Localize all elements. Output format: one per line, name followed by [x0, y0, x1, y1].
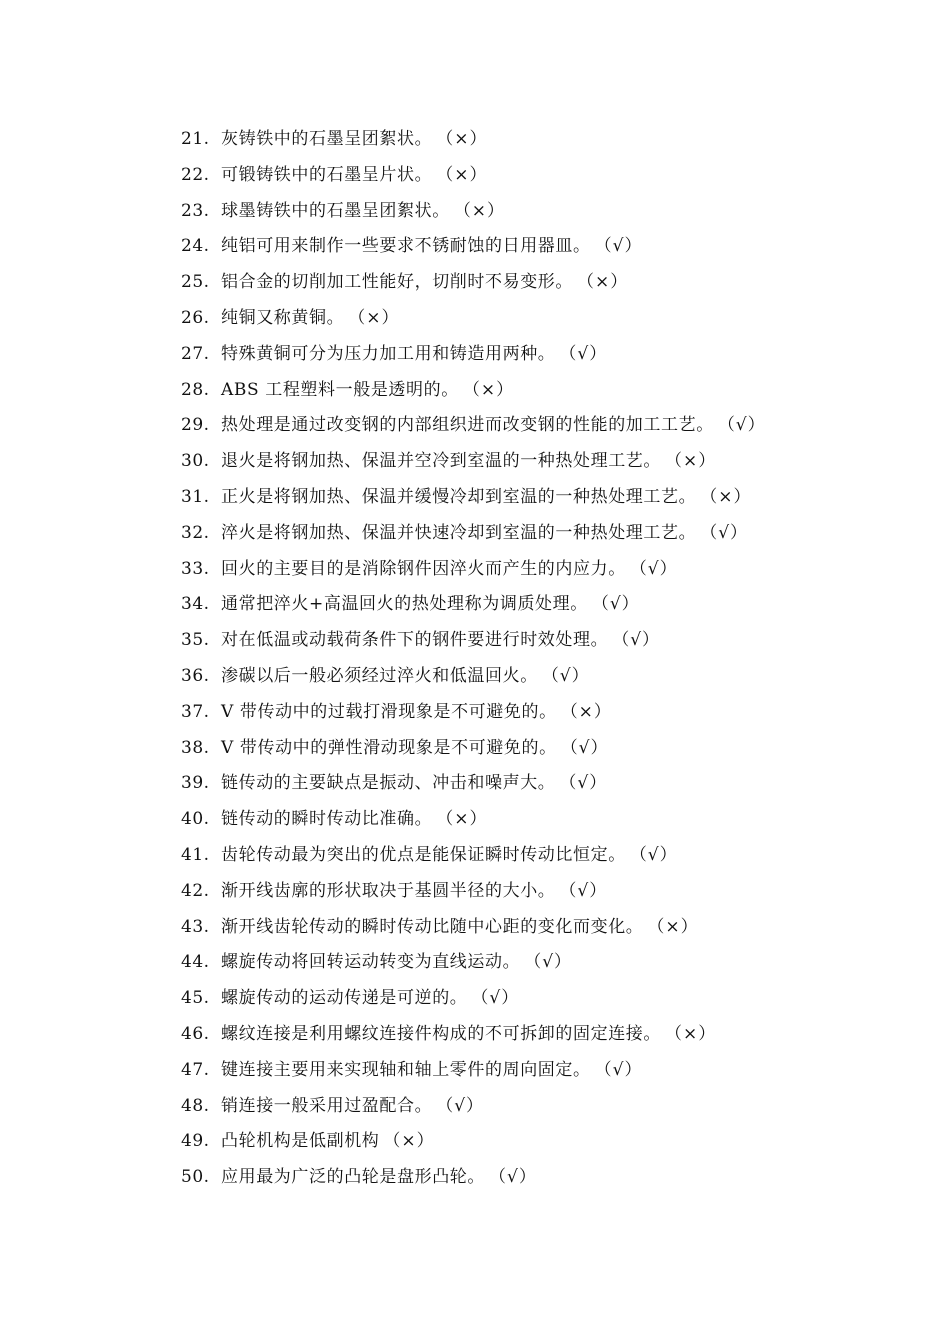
item-answer: （×） — [453, 200, 506, 221]
item-statement: 铝合金的切削加工性能好，切削时不易变形。 — [221, 272, 573, 293]
item-answer: （√） — [594, 236, 643, 257]
item-number: 42. — [181, 880, 210, 901]
list-item — [181, 623, 921, 659]
item-answer: （√） — [717, 415, 766, 436]
list-item — [181, 695, 921, 731]
item-answer: （√） — [541, 665, 590, 686]
item-statement: 螺旋传动的运动传递是可逆的。 — [221, 988, 468, 1009]
item-number: 32. — [181, 522, 210, 543]
item-answer: （√） — [559, 880, 608, 901]
item-statement: 渐开线齿廓的形状取决于基圆半径的大小。 — [221, 880, 556, 901]
item-answer: （×） — [436, 809, 488, 830]
item-answer: （√） — [524, 952, 573, 973]
item-statement: 特殊黄铜可分为压力加工用和铸造用两种。 — [221, 343, 556, 364]
list-item — [181, 802, 921, 838]
item-number: 25. — [181, 272, 210, 293]
item-statement: 渐开线齿轮传动的瞬时传动比随中心距的变化而变化。 — [221, 916, 644, 937]
list-item — [181, 301, 921, 337]
item-statement: 纯铝可用来制作一些要求不锈耐蚀的日用器皿。 — [221, 236, 591, 257]
item-answer: （×） — [560, 701, 612, 722]
list-item — [181, 1124, 921, 1160]
item-answer: （×） — [348, 307, 400, 328]
item-number: 39. — [181, 773, 210, 794]
item-number: 24. — [181, 236, 210, 257]
list-item — [181, 194, 921, 230]
item-statement: 应用最为广泛的凸轮是盘形凸轮。 — [221, 1167, 485, 1188]
item-answer: （×） — [577, 272, 629, 293]
item-statement: 淬火是将钢加热、保温并快速冷却到室温的一种热处理工艺。 — [221, 522, 697, 543]
item-answer: （×） — [436, 129, 488, 149]
item-number: 27. — [181, 343, 210, 364]
item-number: 23. — [181, 200, 210, 221]
list-item — [181, 910, 921, 946]
item-answer: （×） — [665, 451, 717, 472]
item-statement: 回火的主要目的是消除钢件因淬火而产生的内应力。 — [221, 558, 626, 579]
list-item — [181, 444, 921, 480]
item-number: 48. — [181, 1095, 210, 1116]
item-answer: （√） — [629, 844, 678, 865]
list-item — [181, 766, 921, 802]
item-statement: 凸轮机构是低副机构 — [221, 1131, 380, 1152]
item-statement: 热处理是通过改变钢的内部组织进而改变钢的性能的加工工艺。 — [221, 415, 714, 436]
list-item — [181, 587, 921, 623]
item-answer: （√） — [559, 773, 608, 794]
list-item — [181, 373, 921, 409]
item-answer: （√） — [471, 988, 520, 1009]
item-number: 26. — [181, 307, 210, 328]
item-statement: 退火是将钢加热、保温并空冷到室温的一种热处理工艺。 — [221, 451, 661, 472]
item-number: 36. — [181, 665, 210, 686]
item-statement: 齿轮传动最为突出的优点是能保证瞬时传动比恒定。 — [221, 844, 626, 865]
item-number: 30. — [181, 451, 210, 472]
list-item — [181, 981, 921, 1017]
item-answer: （√） — [436, 1095, 485, 1116]
item-statement: ABS 工程塑料一般是透明的。 — [221, 379, 459, 400]
item-answer: （√） — [560, 737, 609, 758]
item-answer: （×） — [462, 379, 515, 400]
item-number: 45. — [181, 988, 210, 1009]
item-number: 44. — [181, 952, 210, 973]
list-item — [181, 480, 921, 516]
item-answer: （√） — [559, 343, 608, 364]
item-number: 49. — [181, 1131, 210, 1152]
list-item — [181, 158, 921, 194]
item-answer: （×） — [665, 1023, 717, 1044]
item-answer: （×） — [700, 486, 752, 507]
item-answer: （√） — [629, 558, 678, 579]
list-item — [181, 945, 921, 981]
item-number: 47. — [181, 1059, 210, 1080]
item-statement: 渗碳以后一般必须经过淬火和低温回火。 — [221, 665, 538, 686]
item-number: 50. — [181, 1167, 210, 1188]
item-number: 29. — [181, 415, 210, 436]
item-answer: （×） — [436, 164, 488, 185]
list-item — [181, 516, 921, 552]
item-number: 46. — [181, 1023, 210, 1044]
item-statement: 对在低温或动载荷条件下的钢件要进行时效处理。 — [221, 630, 609, 651]
list-item — [181, 1089, 921, 1125]
item-number: 34. — [181, 594, 210, 615]
item-statement: 键连接主要用来实现轴和轴上零件的周向固定。 — [221, 1059, 591, 1080]
item-number: 31. — [181, 486, 210, 507]
list-item — [181, 229, 921, 265]
list-item — [181, 659, 921, 695]
list-item — [181, 265, 921, 301]
item-answer: （√） — [612, 630, 661, 651]
list-item — [181, 1017, 921, 1053]
item-statement: 正火是将钢加热、保温并缓慢冷却到室温的一种热处理工艺。 — [221, 486, 697, 507]
item-statement: 纯铜又称黄铜。 — [221, 307, 345, 328]
list-item — [181, 122, 921, 158]
item-number: 43. — [181, 916, 210, 937]
item-number: 33. — [181, 558, 210, 579]
list-item — [181, 1160, 921, 1196]
item-number: 35. — [181, 630, 210, 651]
item-number: 37. — [181, 701, 210, 722]
item-statement: 螺纹连接是利用螺纹连接件构成的不可拆卸的固定连接。 — [221, 1023, 661, 1044]
item-answer: （√） — [594, 1059, 643, 1080]
item-statement: V 带传动中的弹性滑动现象是不可避免的。 — [221, 737, 557, 758]
item-number: 21. — [181, 129, 210, 149]
item-answer: （√） — [591, 594, 640, 615]
item-statement: 链传动的瞬时传动比准确。 — [221, 809, 433, 830]
true-false-question-list — [181, 122, 921, 1196]
item-number: 41. — [181, 844, 210, 865]
item-number: 28. — [181, 379, 210, 400]
item-answer: （√） — [700, 522, 749, 543]
list-item — [181, 874, 921, 910]
list-item — [181, 731, 921, 767]
list-item — [181, 337, 921, 373]
list-item — [181, 408, 921, 444]
item-answer: （√） — [489, 1167, 537, 1188]
item-answer: （×） — [383, 1131, 435, 1152]
item-statement: 销连接一般采用过盈配合。 — [221, 1095, 433, 1116]
list-item — [181, 552, 921, 588]
item-statement: V 带传动中的过载打滑现象是不可避免的。 — [221, 701, 557, 722]
item-statement: 通常把淬火+高温回火的热处理称为调质处理。 — [221, 594, 588, 615]
item-statement: 球墨铸铁中的石墨呈团絮状。 — [221, 200, 450, 221]
list-item — [181, 1053, 921, 1089]
list-item — [181, 838, 921, 874]
item-number: 38. — [181, 737, 210, 758]
item-statement: 可锻铸铁中的石墨呈片状。 — [221, 164, 433, 185]
item-answer: （×） — [647, 916, 699, 937]
item-statement: 链传动的主要缺点是振动、冲击和噪声大。 — [221, 773, 556, 794]
item-statement: 螺旋传动将回转运动转变为直线运动。 — [221, 952, 521, 973]
item-statement: 灰铸铁中的石墨呈团絮状。 — [221, 129, 433, 149]
item-number: 40. — [181, 809, 210, 830]
item-number: 22. — [181, 164, 210, 185]
